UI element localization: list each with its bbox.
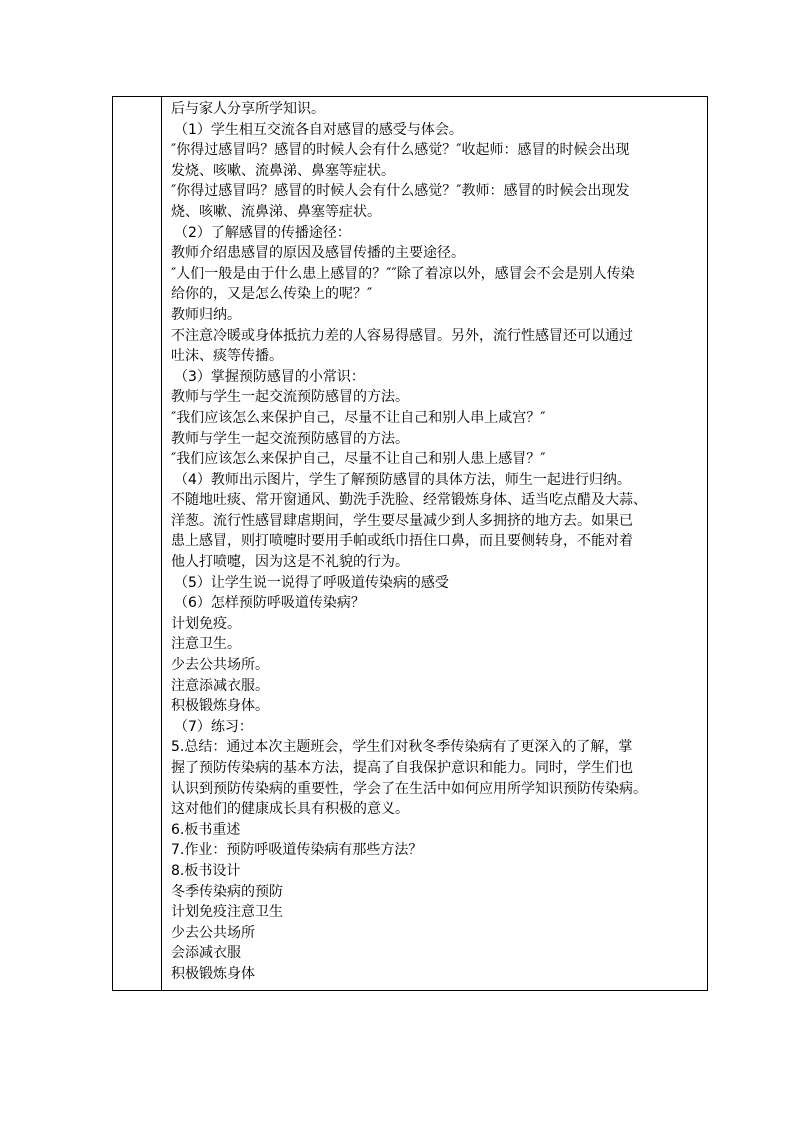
- lesson-table: [112, 96, 708, 991]
- text-line: 认识到预防传染病的重要性，学会了在生活中如何应用所学知识预防传染病。: [171, 780, 647, 797]
- text-line: 7.作业：预防呼吸道传染病有那些方法？: [171, 842, 423, 859]
- text-line: ″你得过感冒吗？感冒的时候人会有什么感觉？″收起师：感冒的时候会出现: [171, 142, 630, 159]
- text-line: 会添减衣服: [171, 945, 241, 962]
- text-line: （6）怎样预防呼吸道传染病？: [174, 595, 365, 612]
- table-label-column: [113, 97, 162, 990]
- text-line: 患上感冒，则打喷嚏时要用手帕或纸巾捂住口鼻，而且要侧转身，不能对着: [171, 533, 633, 550]
- text-line: 发烧、咳嗽、流鼻涕、鼻塞等症状。: [171, 162, 395, 179]
- text-line: 计划免疫注意卫生: [171, 904, 283, 921]
- text-line: （4）教师出示图片，学生了解预防感冒的具体方法，师生一起进行归纳。: [174, 471, 631, 488]
- text-line: 6.板书重述: [171, 821, 241, 838]
- text-line: 5.总结：通过本次主题班会，学生们对秋冬季传染病有了更深入的了解，掌: [171, 739, 633, 756]
- text-line: 积极锻炼身体。: [171, 698, 269, 715]
- text-line: （5）让学生说一说得了呼吸道传染病的感受: [174, 574, 449, 591]
- text-line: （3）掌握预防感冒的小常识：: [174, 368, 365, 385]
- text-line: 注意添减衣服。: [171, 677, 269, 694]
- text-line: 吐沫、痰等传播。: [171, 348, 283, 365]
- text-line: ″人们一般是由于什么患上感冒的？″″除了着凉以外，感冒会不会是别人传染: [171, 265, 635, 282]
- text-line: （2）了解感冒的传播途径：: [174, 224, 351, 241]
- text-line: 计划免疫。: [171, 615, 241, 632]
- text-line: 他人打喷嚏，因为这是不礼貌的行为。: [171, 554, 409, 571]
- table-content-cell: [171, 99, 703, 985]
- text-line: 教师与学生一起交流预防感冒的方法。: [171, 389, 409, 406]
- text-line: （1）学生相互交流各自对感冒的感受与体会。: [174, 121, 463, 138]
- text-line: 冬季传染病的预防: [171, 883, 283, 900]
- text-line: 握了预防传染病的基本方法，提高了自我保护意识和能力。同时，学生们也: [171, 760, 633, 776]
- text-line: 注意卫生。: [171, 636, 241, 653]
- text-line: 少去公共场所: [171, 924, 255, 941]
- text-line: 教师介绍患感冒的原因及感冒传播的主要途径。: [171, 245, 465, 262]
- text-line: 洋葱。流行性感冒肆虐期间，学生要尽量减少到人多拥挤的地方去。如果已: [171, 512, 633, 529]
- text-line: ″我们应该怎么来保护自己，尽量不让自己和别人患上感冒？″: [171, 451, 546, 468]
- text-line: ″我们应该怎么来保护自己，尽量不让自己和别人串上咸宫？″: [171, 409, 546, 426]
- text-line: 教师归纳。: [171, 306, 241, 323]
- text-line: 不注意冷暖或身体抵抗力差的人容易得感冒。另外，流行性感冒还可以通过: [171, 327, 633, 344]
- text-line: 给你的，又是怎么传染上的呢？″: [171, 286, 373, 303]
- text-line: （7）练习：: [174, 718, 253, 735]
- text-line: ″你得过感冒吗？感冒的时候人会有什么感觉？″教师：感冒的时候会出现发: [171, 183, 630, 200]
- text-line: 8.板书设计: [171, 862, 241, 879]
- text-line: 教师与学生一起交流预防感冒的方法。: [171, 430, 409, 447]
- text-line: 后与家人分享所学知识。: [171, 101, 325, 117]
- text-line: 不随地吐痰、常开窗通风、勤洗手洗脸、经常锻炼身体、适当吃点醋及大蒜、: [171, 492, 647, 509]
- text-line: 这对他们的健康成长具有积极的意义。: [171, 801, 409, 818]
- text-line: 积极锻炼身体: [171, 965, 255, 982]
- text-line: 少去公共场所。: [171, 657, 269, 674]
- text-line: 烧、咳嗽、流鼻涕、鼻塞等症状。: [171, 203, 381, 220]
